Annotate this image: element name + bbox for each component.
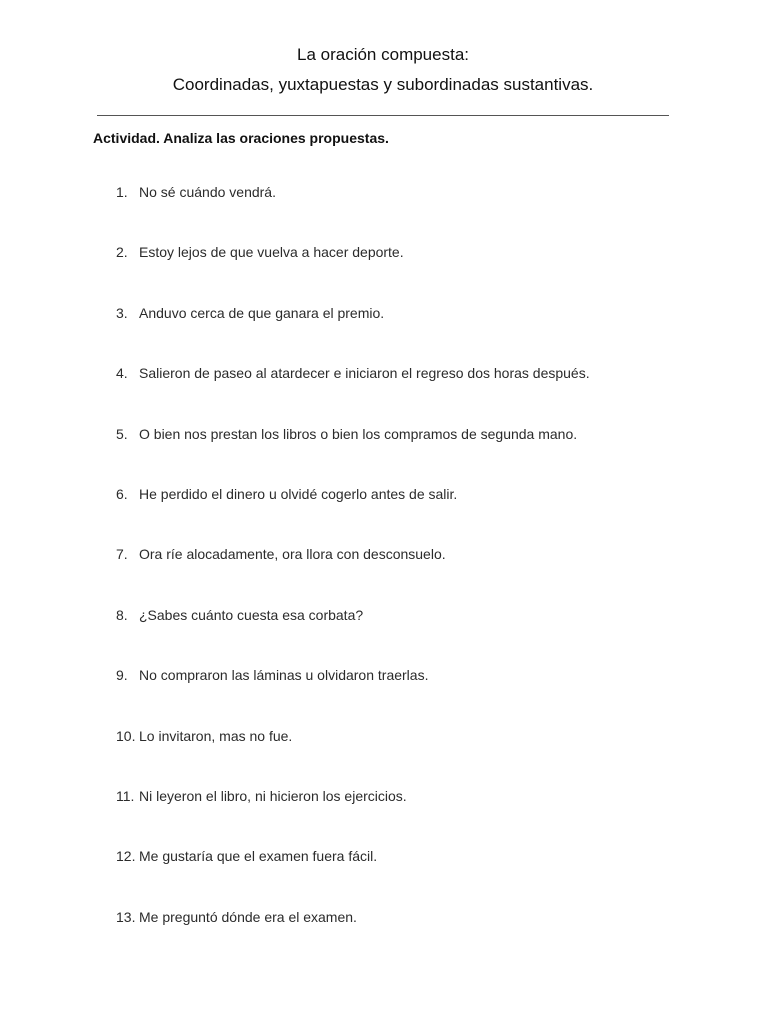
item-number: 6. bbox=[116, 486, 128, 502]
item-number: 13. bbox=[116, 909, 136, 925]
item-number: 9. bbox=[116, 667, 128, 683]
list-item bbox=[116, 303, 384, 323]
list-item bbox=[116, 907, 357, 927]
item-text: No sé cuándo vendrá. bbox=[139, 184, 276, 200]
list-item bbox=[116, 665, 428, 685]
list-item bbox=[116, 726, 292, 746]
list-item bbox=[116, 363, 590, 383]
item-text: Salieron de paseo al atardecer e iniciaron el regreso dos horas después. bbox=[139, 365, 590, 381]
item-number: 11. bbox=[116, 788, 135, 804]
item-text: O bien nos prestan los libros o bien los compramos de segunda mano. bbox=[139, 426, 578, 442]
item-number: 2. bbox=[116, 244, 128, 260]
item-text: Me preguntó dónde era el examen. bbox=[139, 909, 357, 925]
item-number: 4. bbox=[116, 365, 128, 381]
item-text: Me gustaría que el examen fuera fácil. bbox=[139, 848, 378, 864]
item-number: 1. bbox=[116, 184, 128, 200]
list-item bbox=[116, 242, 404, 262]
document-header bbox=[0, 40, 766, 100]
item-text: He perdido el dinero u olvidé cogerlo antes de salir. bbox=[139, 486, 458, 502]
item-text: No compraron las láminas u olvidaron traerlas. bbox=[139, 667, 429, 683]
item-text: ¿Sabes cuánto cuesta esa corbata? bbox=[139, 607, 364, 623]
item-text: Estoy lejos de que vuelva a hacer deporte. bbox=[139, 244, 404, 260]
item-text: Ora ríe alocadamente, ora llora con desconsuelo. bbox=[139, 546, 446, 562]
item-number: 8. bbox=[116, 607, 128, 623]
list-item bbox=[116, 846, 377, 866]
list-item bbox=[116, 424, 577, 444]
item-number: 12. bbox=[116, 848, 136, 864]
item-text: Ni leyeron el libro, ni hicieron los ejercicios. bbox=[139, 788, 407, 804]
list-item bbox=[116, 484, 457, 504]
list-item bbox=[116, 786, 407, 806]
list-item bbox=[116, 544, 446, 564]
item-text: Anduvo cerca de que ganara el premio. bbox=[139, 305, 385, 321]
item-number: 5. bbox=[116, 426, 128, 442]
item-number: 10. bbox=[116, 728, 136, 744]
item-number: 7. bbox=[116, 546, 128, 562]
list-item bbox=[116, 605, 363, 625]
document-title: La oración compuesta: bbox=[297, 45, 469, 64]
item-text: Lo invitaron, mas no fue. bbox=[139, 728, 293, 744]
header-divider bbox=[97, 115, 669, 116]
document-subtitle: Coordinadas, yuxtapuestas y subordinadas sustantivas. bbox=[172, 75, 594, 94]
activity-instruction: Actividad. Analiza las oraciones propuestas. bbox=[93, 130, 389, 146]
list-item bbox=[116, 182, 276, 202]
item-number: 3. bbox=[116, 305, 128, 321]
